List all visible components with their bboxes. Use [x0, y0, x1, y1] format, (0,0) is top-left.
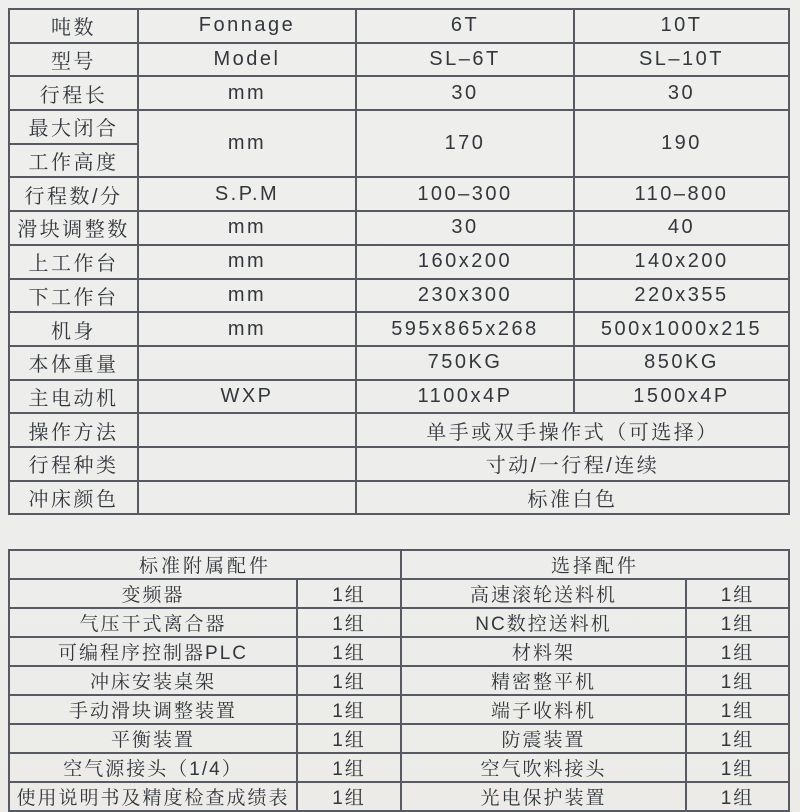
spec-value-6t: 30 — [356, 76, 574, 110]
spec-row-label: 冲床颜色 — [9, 481, 138, 515]
spec-unit-cell — [138, 346, 356, 380]
spec-row-spm — [9, 177, 789, 211]
standard-accessories-header: 标准附属配件 — [9, 550, 401, 579]
spec-unit-cell — [138, 481, 356, 515]
standard-accessory-name: 变频器 — [9, 579, 297, 608]
spec-value-10t: 140x200 — [574, 245, 789, 279]
spec-value-6t: SL–6T — [356, 43, 574, 77]
spec-row-label: 工作高度 — [9, 144, 138, 178]
spec-table-grid — [8, 8, 790, 515]
spec-unit-cell — [138, 447, 356, 481]
optional-accessory-qty: 1组 — [686, 724, 789, 753]
spec-row-label: 下工作台 — [9, 279, 138, 313]
spec-value-10t: 30 — [574, 76, 789, 110]
standard-accessory-name: 可编程序控制器PLC — [9, 637, 297, 666]
spec-unit-cell: mm — [138, 245, 356, 279]
spec-row-label: 吨数 — [9, 9, 138, 43]
spec-row-label: 型号 — [9, 43, 138, 77]
spec-row-label: 操作方法 — [9, 413, 138, 447]
optional-accessory-name: 端子收料机 — [401, 695, 686, 724]
spec-row-main-motor — [9, 380, 789, 414]
spec-row-max-closing — [9, 110, 789, 144]
spec-row-label: 主电动机 — [9, 380, 138, 414]
standard-accessory-qty: 1组 — [297, 637, 401, 666]
spec-row-body-size — [9, 312, 789, 346]
optional-accessory-name: NC数控送料机 — [401, 608, 686, 637]
accessories-table-grid — [8, 549, 790, 812]
spec-row-label: 本体重量 — [9, 346, 138, 380]
spec-merged-value: 标准白色 — [356, 481, 789, 515]
optional-accessory-name: 空气吹料接头 — [401, 753, 686, 782]
spec-row-stroke-type — [9, 447, 789, 481]
spec-row-upper-table — [9, 245, 789, 279]
spec-value-10t: 10T — [574, 9, 789, 43]
standard-accessory-qty: 1组 — [297, 579, 401, 608]
standard-accessory-qty: 1组 — [297, 782, 401, 811]
optional-accessory-name: 高速滚轮送料机 — [401, 579, 686, 608]
spec-row-label: 行程种类 — [9, 447, 138, 481]
spec-value-10t: 1500x4P — [574, 380, 789, 414]
spec-unit-cell: mm — [138, 76, 356, 110]
optional-accessory-qty: 1组 — [686, 782, 789, 811]
spec-row-press-color — [9, 481, 789, 515]
spec-value-10t: 190 — [574, 110, 789, 177]
standard-accessory-name: 气压干式离合器 — [9, 608, 297, 637]
standard-accessory-qty: 1组 — [297, 724, 401, 753]
accessories-row — [9, 608, 789, 637]
spec-row-label: 上工作台 — [9, 245, 138, 279]
spec-row-label: 最大闭合 — [9, 110, 138, 144]
spec-value-6t: 230x300 — [356, 279, 574, 313]
accessories-row — [9, 579, 789, 608]
spec-table — [8, 8, 790, 514]
standard-accessory-name: 冲床安装桌架 — [9, 666, 297, 695]
optional-accessory-qty: 1组 — [686, 695, 789, 724]
spec-value-10t: 500x1000x215 — [574, 312, 789, 346]
accessories-row — [9, 666, 789, 695]
spec-value-6t: 6T — [356, 9, 574, 43]
spec-unit-cell: mm — [138, 279, 356, 313]
spec-unit-cell — [138, 413, 356, 447]
spec-unit-cell: WXP — [138, 380, 356, 414]
optional-accessory-qty: 1组 — [686, 753, 789, 782]
accessories-row — [9, 637, 789, 666]
spec-row-lower-table — [9, 279, 789, 313]
spec-unit-cell: S.P.M — [138, 177, 356, 211]
spec-row-model — [9, 43, 789, 77]
spec-row-slide-adjustment — [9, 211, 789, 245]
accessories-row — [9, 753, 789, 782]
optional-accessories-header: 选择配件 — [401, 550, 789, 579]
standard-accessory-name: 空气源接头（1/4） — [9, 753, 297, 782]
accessories-row — [9, 695, 789, 724]
spec-row-operation-method — [9, 413, 789, 447]
spec-unit-cell: mm — [138, 312, 356, 346]
spec-unit-cell: mm — [138, 110, 356, 177]
spec-value-6t: 160x200 — [356, 245, 574, 279]
standard-accessory-name: 使用说明书及精度检查成绩表 — [9, 782, 297, 811]
spec-value-6t: 1100x4P — [356, 380, 574, 414]
accessories-header-row — [9, 550, 789, 579]
spec-merged-value: 单手或双手操作式（可选择） — [356, 413, 789, 447]
spec-value-6t: 30 — [356, 211, 574, 245]
spec-value-6t: 100–300 — [356, 177, 574, 211]
standard-accessory-qty: 1组 — [297, 608, 401, 637]
optional-accessory-qty: 1组 — [686, 579, 789, 608]
accessories-row — [9, 782, 789, 811]
spec-row-label: 行程数/分 — [9, 177, 138, 211]
optional-accessory-name: 光电保护装置 — [401, 782, 686, 811]
spec-unit-cell: Fonnage — [138, 9, 356, 43]
spec-value-10t: 850KG — [574, 346, 789, 380]
spec-unit-cell: Model — [138, 43, 356, 77]
spec-value-6t: 595x865x268 — [356, 312, 574, 346]
spec-row-label: 行程长 — [9, 76, 138, 110]
spec-merged-value: 寸动/一行程/连续 — [356, 447, 789, 481]
optional-accessory-qty: 1组 — [686, 608, 789, 637]
spec-row-stroke-length — [9, 76, 789, 110]
standard-accessory-name: 平衡装置 — [9, 724, 297, 753]
optional-accessory-name: 防震装置 — [401, 724, 686, 753]
spec-row-weight — [9, 346, 789, 380]
standard-accessory-qty: 1组 — [297, 666, 401, 695]
spec-value-6t: 750KG — [356, 346, 574, 380]
optional-accessory-name: 精密整平机 — [401, 666, 686, 695]
spec-row-label: 机身 — [9, 312, 138, 346]
spec-value-10t: 40 — [574, 211, 789, 245]
standard-accessory-qty: 1组 — [297, 695, 401, 724]
standard-accessory-qty: 1组 — [297, 753, 401, 782]
spec-row-label: 滑块调整数 — [9, 211, 138, 245]
spec-unit-cell: mm — [138, 211, 356, 245]
standard-accessory-name: 手动滑块调整装置 — [9, 695, 297, 724]
optional-accessory-qty: 1组 — [686, 666, 789, 695]
spec-value-10t: 110–800 — [574, 177, 789, 211]
spec-row-tonnage — [9, 9, 789, 43]
accessories-table — [8, 549, 790, 809]
accessories-row — [9, 724, 789, 753]
optional-accessory-qty: 1组 — [686, 637, 789, 666]
spec-value-10t: 220x355 — [574, 279, 789, 313]
optional-accessory-name: 材料架 — [401, 637, 686, 666]
spec-value-6t: 170 — [356, 110, 574, 177]
spec-value-10t: SL–10T — [574, 43, 789, 77]
